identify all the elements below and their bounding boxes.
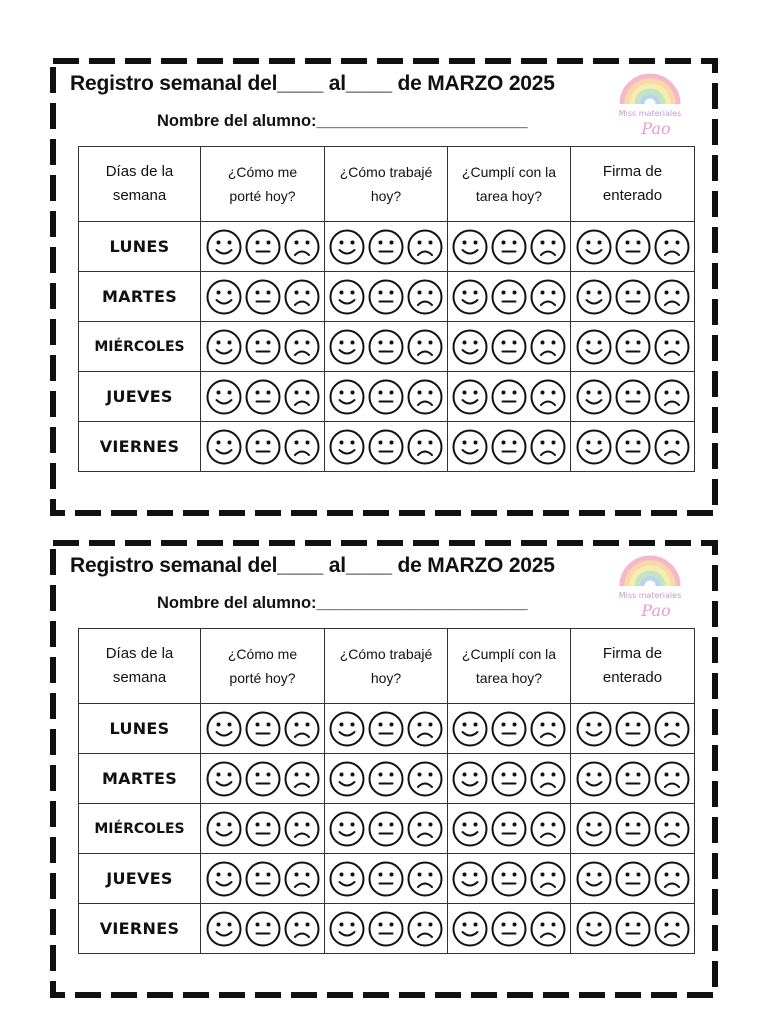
day-label: LUNES <box>79 222 201 272</box>
neutral-face-icon[interactable] <box>614 378 652 416</box>
column-header-label: ¿Cumplí con la tarea hoy? <box>461 164 557 204</box>
neutral-face-icon[interactable] <box>614 710 652 748</box>
logo-text-line2: Pao <box>641 601 671 620</box>
sad-face-icon[interactable] <box>283 710 321 748</box>
day-label: MARTES <box>79 754 201 804</box>
happy-face-icon[interactable] <box>205 378 243 416</box>
sad-face-icon[interactable] <box>529 860 567 898</box>
column-header-label: ¿Cómo me porté hoy? <box>227 164 298 204</box>
student-name-field[interactable]: Nombre del alumno:_______________________ <box>157 112 528 130</box>
neutral-face-icon[interactable] <box>490 278 528 316</box>
face-options <box>201 910 324 948</box>
sad-face-icon[interactable] <box>529 810 567 848</box>
neutral-face-icon[interactable] <box>490 378 528 416</box>
column-header-label: Días de la semana <box>105 645 174 686</box>
face-options <box>201 278 324 316</box>
face-options-cell <box>448 222 571 272</box>
face-options <box>448 378 570 416</box>
face-options-cell <box>201 754 325 804</box>
face-options <box>325 810 447 848</box>
neutral-face-icon[interactable] <box>367 910 405 948</box>
face-options <box>325 760 447 798</box>
sad-face-icon[interactable] <box>529 228 567 266</box>
face-options-cell <box>201 372 325 422</box>
neutral-face-icon[interactable] <box>367 428 405 466</box>
neutral-face-icon[interactable] <box>490 328 528 366</box>
face-options-cell <box>571 372 695 422</box>
logo-text-line2: Pao <box>641 119 671 138</box>
happy-face-icon[interactable] <box>575 428 613 466</box>
table-row <box>79 704 695 754</box>
sad-face-icon[interactable] <box>406 810 444 848</box>
happy-face-icon[interactable] <box>451 860 489 898</box>
face-options <box>448 760 570 798</box>
happy-face-icon[interactable] <box>575 760 613 798</box>
happy-face-icon[interactable] <box>328 228 366 266</box>
column-header-label: ¿Cómo trabajé hoy? <box>339 646 433 686</box>
sad-face-icon[interactable] <box>529 428 567 466</box>
table-row <box>79 322 695 372</box>
face-options <box>448 228 570 266</box>
neutral-face-icon[interactable] <box>614 328 652 366</box>
neutral-face-icon[interactable] <box>490 910 528 948</box>
happy-face-icon[interactable] <box>328 910 366 948</box>
neutral-face-icon[interactable] <box>244 328 282 366</box>
happy-face-icon[interactable] <box>451 328 489 366</box>
logo-text-line1: Miss materiales <box>618 109 682 118</box>
face-options-cell <box>201 322 325 372</box>
sad-face-icon[interactable] <box>529 278 567 316</box>
neutral-face-icon[interactable] <box>490 760 528 798</box>
column-header-label: ¿Cómo me porté hoy? <box>227 646 298 686</box>
face-options-cell <box>448 422 571 472</box>
sad-face-icon[interactable] <box>283 860 321 898</box>
face-options <box>201 710 324 748</box>
face-options <box>448 328 570 366</box>
happy-face-icon[interactable] <box>328 378 366 416</box>
neutral-face-icon[interactable] <box>367 760 405 798</box>
face-options-cell <box>325 222 448 272</box>
happy-face-icon[interactable] <box>451 760 489 798</box>
happy-face-icon[interactable] <box>575 278 613 316</box>
neutral-face-icon[interactable] <box>244 278 282 316</box>
happy-face-icon[interactable] <box>451 710 489 748</box>
happy-face-icon[interactable] <box>451 428 489 466</box>
face-options-cell <box>448 372 571 422</box>
happy-face-icon[interactable] <box>451 278 489 316</box>
table-row <box>79 904 695 954</box>
table-row <box>79 754 695 804</box>
neutral-face-icon[interactable] <box>614 278 652 316</box>
happy-face-icon[interactable] <box>205 910 243 948</box>
happy-face-icon[interactable] <box>451 810 489 848</box>
face-options-cell <box>201 854 325 904</box>
neutral-face-icon[interactable] <box>367 710 405 748</box>
face-options-cell <box>201 704 325 754</box>
rainbow-logo <box>604 64 696 144</box>
happy-face-icon[interactable] <box>205 760 243 798</box>
sad-face-icon[interactable] <box>283 328 321 366</box>
face-options-cell <box>201 804 325 854</box>
day-label: JUEVES <box>79 372 201 422</box>
day-label: MARTES <box>79 272 201 322</box>
happy-face-icon[interactable] <box>451 228 489 266</box>
neutral-face-icon[interactable] <box>614 860 652 898</box>
face-options-cell <box>325 422 448 472</box>
column-header-label: Firma de enterado <box>602 645 663 686</box>
face-options-cell <box>201 222 325 272</box>
face-options-cell <box>325 854 448 904</box>
face-options-cell <box>571 422 695 472</box>
happy-face-icon[interactable] <box>205 278 243 316</box>
face-options <box>571 278 694 316</box>
sad-face-icon[interactable] <box>406 760 444 798</box>
weekly-register-table <box>78 146 695 472</box>
face-options <box>448 910 570 948</box>
happy-face-icon[interactable] <box>205 228 243 266</box>
sad-face-icon[interactable] <box>406 910 444 948</box>
neutral-face-icon[interactable] <box>614 428 652 466</box>
page-title: Registro semanal del____ al____ de MARZO 2025 <box>70 554 555 577</box>
column-header <box>448 147 571 222</box>
register-card-1 <box>50 58 718 516</box>
face-options <box>448 278 570 316</box>
sad-face-icon[interactable] <box>653 910 691 948</box>
column-header <box>201 147 325 222</box>
happy-face-icon[interactable] <box>205 860 243 898</box>
rainbow-logo <box>604 546 696 626</box>
neutral-face-icon[interactable] <box>614 910 652 948</box>
table-row <box>79 272 695 322</box>
sad-face-icon[interactable] <box>406 328 444 366</box>
neutral-face-icon[interactable] <box>244 860 282 898</box>
sad-face-icon[interactable] <box>406 228 444 266</box>
neutral-face-icon[interactable] <box>244 710 282 748</box>
face-options-cell <box>448 754 571 804</box>
face-options <box>571 760 694 798</box>
day-label: JUEVES <box>79 854 201 904</box>
sad-face-icon[interactable] <box>653 278 691 316</box>
face-options <box>571 378 694 416</box>
neutral-face-icon[interactable] <box>244 428 282 466</box>
column-header <box>571 629 695 704</box>
register-card-2 <box>50 540 718 998</box>
column-header-label: ¿Cómo trabajé hoy? <box>339 164 433 204</box>
student-name-field[interactable]: Nombre del alumno:_______________________ <box>157 594 528 612</box>
face-options-cell <box>201 272 325 322</box>
sad-face-icon[interactable] <box>529 378 567 416</box>
face-options-cell <box>325 704 448 754</box>
day-label: MIÉRCOLES <box>79 804 201 854</box>
sad-face-icon[interactable] <box>529 328 567 366</box>
face-options-cell <box>325 322 448 372</box>
neutral-face-icon[interactable] <box>614 228 652 266</box>
day-label: VIERNES <box>79 904 201 954</box>
face-options-cell <box>571 754 695 804</box>
face-options <box>571 328 694 366</box>
face-options <box>571 810 694 848</box>
column-header <box>325 147 448 222</box>
neutral-face-icon[interactable] <box>367 860 405 898</box>
face-options <box>201 860 324 898</box>
neutral-face-icon[interactable] <box>490 228 528 266</box>
face-options-cell <box>571 854 695 904</box>
face-options-cell <box>448 804 571 854</box>
face-options-cell <box>571 804 695 854</box>
face-options-cell <box>448 272 571 322</box>
sad-face-icon[interactable] <box>283 428 321 466</box>
happy-face-icon[interactable] <box>575 328 613 366</box>
neutral-face-icon[interactable] <box>367 328 405 366</box>
table-row <box>79 222 695 272</box>
face-options <box>201 378 324 416</box>
sad-face-icon[interactable] <box>406 710 444 748</box>
happy-face-icon[interactable] <box>328 328 366 366</box>
neutral-face-icon[interactable] <box>244 810 282 848</box>
neutral-face-icon[interactable] <box>490 810 528 848</box>
weekly-register-table <box>78 628 695 954</box>
face-options-cell <box>201 904 325 954</box>
face-options <box>325 378 447 416</box>
face-options <box>448 710 570 748</box>
happy-face-icon[interactable] <box>575 710 613 748</box>
happy-face-icon[interactable] <box>575 860 613 898</box>
sad-face-icon[interactable] <box>529 760 567 798</box>
face-options-cell <box>448 704 571 754</box>
sad-face-icon[interactable] <box>653 428 691 466</box>
column-header-label: Días de la semana <box>105 163 174 204</box>
face-options <box>201 328 324 366</box>
face-options-cell <box>571 272 695 322</box>
neutral-face-icon[interactable] <box>244 760 282 798</box>
sad-face-icon[interactable] <box>406 278 444 316</box>
face-options-cell <box>325 904 448 954</box>
face-options <box>325 910 447 948</box>
happy-face-icon[interactable] <box>328 810 366 848</box>
sad-face-icon[interactable] <box>283 228 321 266</box>
face-options <box>201 228 324 266</box>
face-options <box>201 428 324 466</box>
happy-face-icon[interactable] <box>575 228 613 266</box>
sad-face-icon[interactable] <box>653 810 691 848</box>
happy-face-icon[interactable] <box>328 428 366 466</box>
sad-face-icon[interactable] <box>529 710 567 748</box>
face-options <box>325 328 447 366</box>
face-options-cell <box>325 272 448 322</box>
sad-face-icon[interactable] <box>283 910 321 948</box>
column-header <box>201 629 325 704</box>
face-options <box>325 228 447 266</box>
neutral-face-icon[interactable] <box>490 860 528 898</box>
face-options-cell <box>571 322 695 372</box>
face-options-cell <box>571 704 695 754</box>
happy-face-icon[interactable] <box>205 328 243 366</box>
sad-face-icon[interactable] <box>406 378 444 416</box>
happy-face-icon[interactable] <box>205 810 243 848</box>
table-row <box>79 422 695 472</box>
face-options-cell <box>201 422 325 472</box>
happy-face-icon[interactable] <box>328 710 366 748</box>
sad-face-icon[interactable] <box>653 860 691 898</box>
happy-face-icon[interactable] <box>575 378 613 416</box>
happy-face-icon[interactable] <box>328 278 366 316</box>
face-options <box>325 428 447 466</box>
face-options <box>325 860 447 898</box>
face-options <box>325 278 447 316</box>
day-label: LUNES <box>79 704 201 754</box>
column-header <box>79 147 201 222</box>
table-row <box>79 372 695 422</box>
neutral-face-icon[interactable] <box>367 810 405 848</box>
face-options <box>201 760 324 798</box>
table-row <box>79 804 695 854</box>
table-row <box>79 854 695 904</box>
face-options-cell <box>448 904 571 954</box>
column-header-label: Firma de enterado <box>602 163 663 204</box>
face-options <box>571 910 694 948</box>
face-options-cell <box>325 754 448 804</box>
face-options <box>571 860 694 898</box>
neutral-face-icon[interactable] <box>244 228 282 266</box>
neutral-face-icon[interactable] <box>367 228 405 266</box>
sad-face-icon[interactable] <box>653 328 691 366</box>
happy-face-icon[interactable] <box>328 860 366 898</box>
face-options <box>571 228 694 266</box>
sad-face-icon[interactable] <box>529 910 567 948</box>
neutral-face-icon[interactable] <box>490 428 528 466</box>
neutral-face-icon[interactable] <box>367 378 405 416</box>
face-options-cell <box>448 854 571 904</box>
face-options <box>448 428 570 466</box>
sad-face-icon[interactable] <box>653 228 691 266</box>
happy-face-icon[interactable] <box>328 760 366 798</box>
face-options <box>571 428 694 466</box>
happy-face-icon[interactable] <box>205 710 243 748</box>
neutral-face-icon[interactable] <box>367 278 405 316</box>
sad-face-icon[interactable] <box>283 278 321 316</box>
face-options <box>201 810 324 848</box>
happy-face-icon[interactable] <box>205 428 243 466</box>
column-header-label: ¿Cumplí con la tarea hoy? <box>461 646 557 686</box>
face-options-cell <box>325 372 448 422</box>
face-options <box>325 710 447 748</box>
face-options <box>448 860 570 898</box>
face-options-cell <box>325 804 448 854</box>
face-options <box>571 710 694 748</box>
neutral-face-icon[interactable] <box>614 760 652 798</box>
column-header <box>571 147 695 222</box>
column-header <box>448 629 571 704</box>
column-header <box>325 629 448 704</box>
face-options-cell <box>571 222 695 272</box>
sad-face-icon[interactable] <box>406 860 444 898</box>
page-title: Registro semanal del____ al____ de MARZO 2025 <box>70 72 555 95</box>
column-header <box>79 629 201 704</box>
neutral-face-icon[interactable] <box>490 710 528 748</box>
happy-face-icon[interactable] <box>575 810 613 848</box>
neutral-face-icon[interactable] <box>614 810 652 848</box>
sad-face-icon[interactable] <box>406 428 444 466</box>
face-options-cell <box>571 904 695 954</box>
happy-face-icon[interactable] <box>451 910 489 948</box>
day-label: MIÉRCOLES <box>79 322 201 372</box>
neutral-face-icon[interactable] <box>244 910 282 948</box>
sad-face-icon[interactable] <box>653 760 691 798</box>
happy-face-icon[interactable] <box>575 910 613 948</box>
face-options-cell <box>448 322 571 372</box>
sad-face-icon[interactable] <box>653 378 691 416</box>
sad-face-icon[interactable] <box>283 378 321 416</box>
sad-face-icon[interactable] <box>283 810 321 848</box>
sad-face-icon[interactable] <box>653 710 691 748</box>
logo-text-line1: Miss materiales <box>618 591 682 600</box>
day-label: VIERNES <box>79 422 201 472</box>
face-options <box>448 810 570 848</box>
neutral-face-icon[interactable] <box>244 378 282 416</box>
happy-face-icon[interactable] <box>451 378 489 416</box>
sad-face-icon[interactable] <box>283 760 321 798</box>
